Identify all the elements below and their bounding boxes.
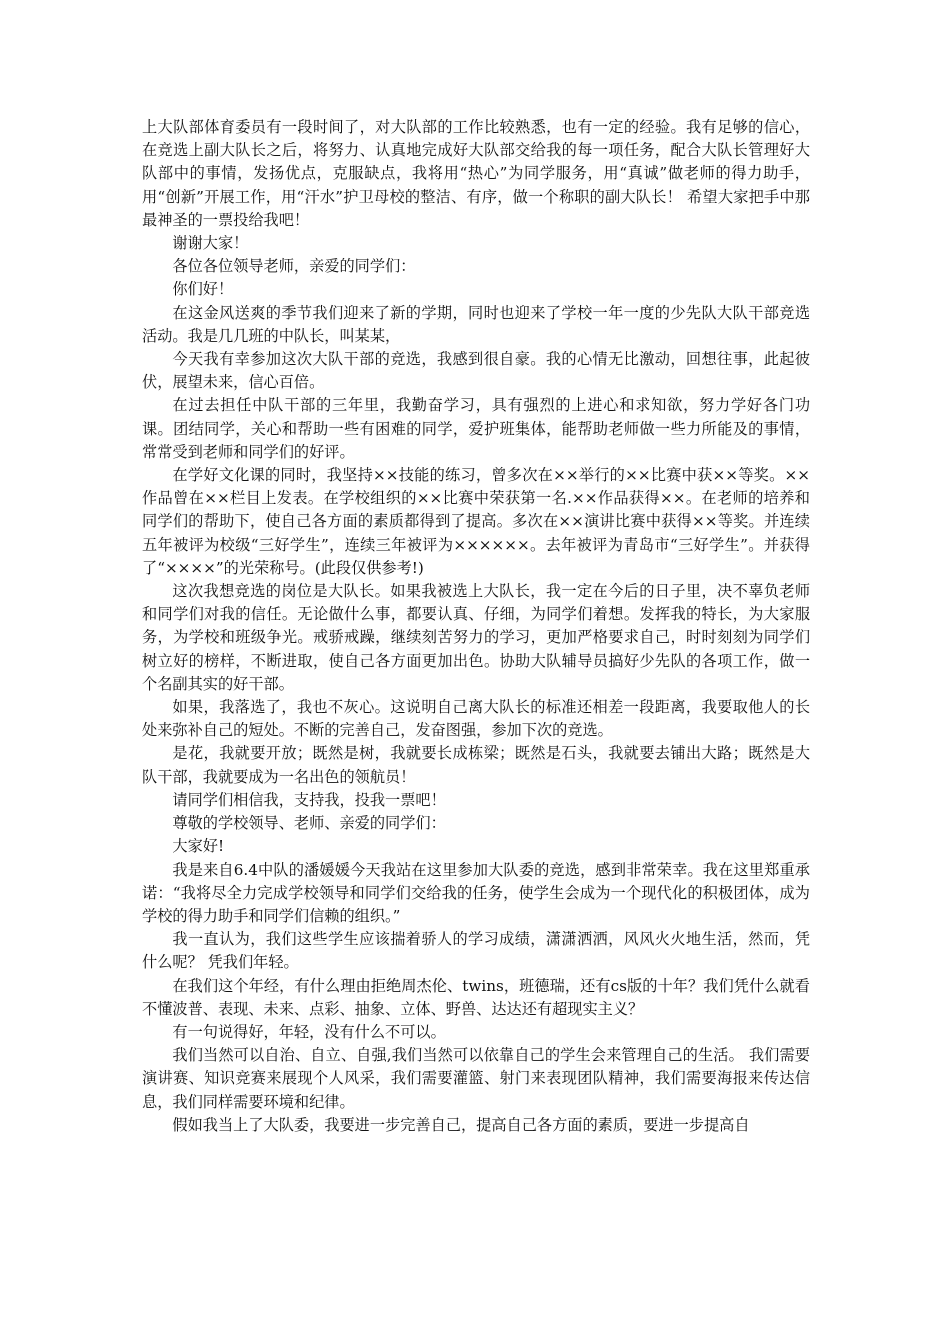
paragraph-11: 是花，我就要开放；既然是树，我就要长成栋梁；既然是石头，我就要去铺出大路；既然是大队干部，我就要成为一名出色的领航员！ (142, 744, 810, 786)
paragraph-12: 请同学们相信我，支持我，投我一票吧！ (172, 790, 446, 809)
paragraph-19: 我们当然可以自治、自立、自强,我们当然可以依靠自己的学生会来管理自己的生活。 我们需要演讲赛、知识竞赛来展现个人风采，我们需要灌篮、射门来表现团队精神，我们需要海报来传达信息，我们同样需要环境和纪律。 (142, 1046, 810, 1111)
paragraph-20: 假如我当上了大队委，我要进一步完善自己，提高自己各方面的素质，要进一步提高自 (172, 1115, 750, 1134)
paragraph-4: 你们好！ (172, 280, 234, 299)
paragraph-1: 上大队部体育委员有一段时间了，对大队部的工作比较熟悉，也有一定的经验。我有足够的信心，在竞选上副大队长之后，将努力、认真地完成好大队部交给我的每一项任务，配合大队长管理好大队部中的事情，发扬优点，克服缺点，我将用“热心”为同学服务，用“真诚”做老师的得力助手，用“创新”开展工作，用“汗水”护卫母校的整洁、有序，做一个称职的副大队长！ 希望大家把手中那最神圣的一票投给我吧！ (142, 118, 810, 229)
paragraph-13: 尊敬的学校领导、老师、亲爱的同学们： (172, 814, 446, 833)
paragraph-14: 大家好! (172, 837, 225, 856)
paragraph-10: 如果，我落选了，我也不灰心。这说明自己离大队长的标准还相差一段距离，我要取他人的长处来弥补自己的短处。不断的完善自己，发奋图强，参加下次的竞选。 (142, 698, 810, 740)
document-body (142, 116, 810, 1137)
paragraph-8: 在学好文化课的同时，我坚持××技能的练习，曾多次在××举行的××比赛中获××等奖。××作品曾在××栏目上发表。在学校组织的××比赛中荣获第一名.××作品获得××。在老师的培养和同学们的帮助下，使自己各方面的素质都得到了提高。多次在××演讲比赛中获得××等奖。并连续五年被评为校级“三好学生”，连续三年被评为××××××。去年被评为青岛市“三好学生”。并获得了“××××”的光荣称号。(此段仅供参考!) (142, 466, 810, 577)
paragraph-5: 在这金风送爽的季节我们迎来了新的学期，同时也迎来了学校一年一度的少先队大队干部竞选活动。我是几几班的中队长，叫某某， (142, 303, 810, 345)
paragraph-18: 有一句说得好，年轻，没有什么不可以。 (172, 1022, 446, 1041)
paragraph-16: 我一直认为，我们这些学生应该揣着骄人的学习成绩，潇潇洒洒，风风火火地生活，然而，凭什么呢？ 凭我们年轻。 (142, 930, 810, 972)
paragraph-15: 我是来自6.4中队的潘媛媛今天我站在这里参加大队委的竞选，感到非常荣幸。我在这里郑重承诺：“我将尽全力完成学校领导和同学们交给我的任务，使学生会成为一个现代化的积极团体，成为学校的得力助手和同学们信赖的组织。” (142, 860, 810, 925)
paragraph-17: 在我们这个年经，有什么理由拒绝周杰伦、twins，班德瑞，还有cs版的十年？我们凭什么就看不懂波普、表现、未来、点彩、抽象、立体、野兽、达达还有超现实主义？ (142, 976, 810, 1018)
paragraph-9: 这次我想竞选的岗位是大队长。如果我被选上大队长，我一定在今后的日子里，决不辜负老师和同学们对我的信任。无论做什么事，都要认真、仔细，为同学们着想。发挥我的特长，为大家服务，为学校和班级争光。戒骄戒躁，继续刻苦努力的学习，更加严格要求自己，时时刻刻为同学们树立好的榜样，不断进取，使自己各方面更加出色。协助大队辅导员搞好少先队的各项工作，做一个名副其实的好干部。 (142, 582, 810, 693)
paragraph-7: 在过去担任中队干部的三年里，我勤奋学习，具有强烈的上进心和求知欲，努力学好各门功课。团结同学，关心和帮助一些有困难的同学，爱护班集体，能帮助老师做一些力所能及的事情，常常受到老师和同学们的好评。 (142, 396, 810, 461)
paragraph-6: 今天我有幸参加这次大队干部的竞选，我感到很自豪。我的心情无比激动，回想往事，此起彼伏，展望未来，信心百倍。 (142, 350, 810, 392)
paragraph-3: 各位各位领导老师，亲爱的同学们： (172, 257, 416, 276)
paragraph-2: 谢谢大家！ (172, 234, 249, 253)
